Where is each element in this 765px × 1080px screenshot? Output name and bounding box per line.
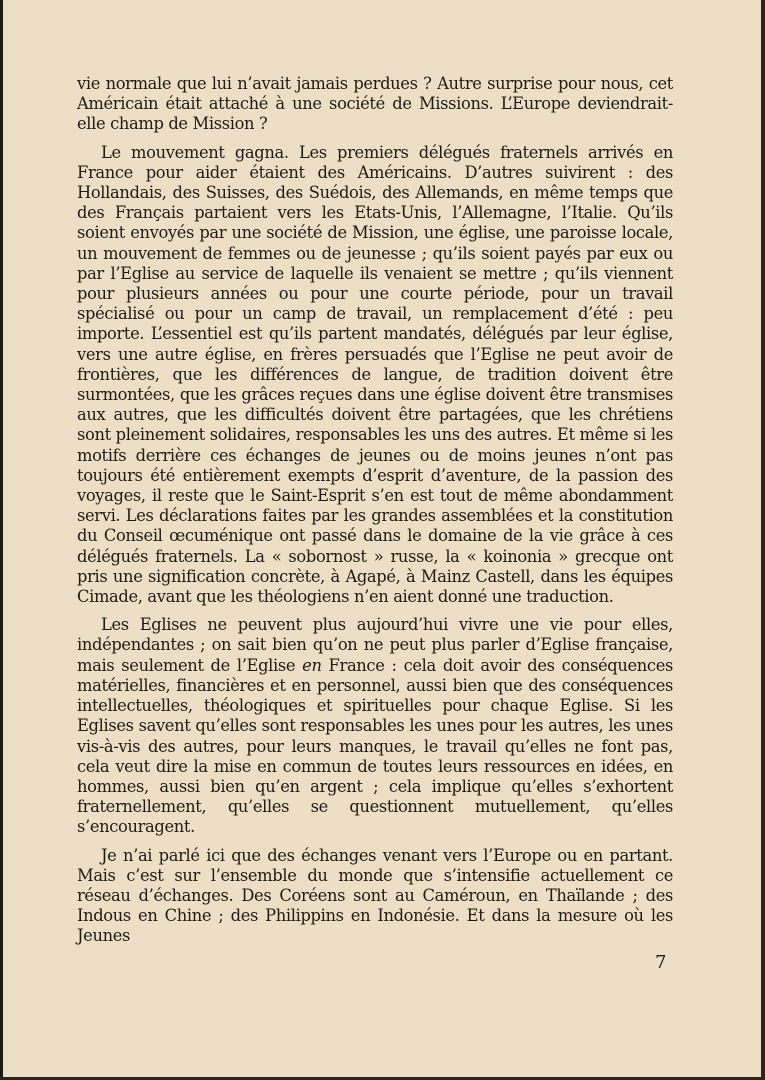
body-text xyxy=(77,74,673,955)
paragraph-1: vie normale que lui n’avait jamais perdues ? Autre surprise pour nous, cet Américain était attaché à une société de Missions. L’Europe deviendrait-elle champ de Mission ? xyxy=(77,74,673,134)
page-number: 7 xyxy=(655,952,667,973)
paragraph-2: Le mouvement gagna. Les premiers délégués fraternels arrivés en France pour aider étaient des Américains. D’autres suivirent : des Hollandais, des Suisses, des Suédois, des Allemands, en même temps que des Français partaient vers les Etats-Unis, l’Allemagne, l’Italie. Qu’ils soient envoyés par une société de Mission, une église, une paroisse locale, un mouvement de femmes ou de jeunesse ; qu’ils soient payés par eux ou par l’Eglise au service de laquelle ils venaient se mettre ; qu’ils viennent pour plusieurs années ou pour une courte période, pour un travail spécialisé ou pour un camp de travail, un remplacement d’été : peu importe. L’essentiel est qu’ils partent mandatés, délégués par leur église, vers une autre église, en frères persuadés que l’Eglise ne peut avoir de frontières, que les différences de langue, de tradition doivent être surmontées, que les grâces reçues dans une église doivent être transmises aux autres, que les difficultés doivent être partagées, que les chrétiens sont pleinement solidaires, responsables les uns des autres. Et même si les motifs derrière ces échanges de jeunes ou de moins jeunes n’ont pas toujours été entièrement exempts d’esprit d’aventure, de la passion des voyages, il reste que le Saint-Esprit s’en est tout de même abondamment servi. Les déclarations faites par les grandes assemblées et la constitution du Conseil œcuménique ont passé dans le domaine de la vie grâce à ces délégués fraternels. La « sobornost » russe, la « koinonia » grecque ont pris une signification concrète, à Agapé, à Mainz Castell, dans les équipes Cimade, avant que les théologiens n’en aient donné une traduction. xyxy=(77,142,673,607)
scan-edge-right xyxy=(761,0,765,1080)
paragraph-3: Les Eglises ne peuvent plus aujourd’hui vivre une vie pour elles, indépendantes ; on sait bien qu’on ne peut plus parler d’Eglise française, mais seulement de l’Eglise en France : cela doit avoir des conséquences matérielles, financières et en personnel, aussi bien que des conséquences intellectuelles, théologiques et spirituelles pour chaque Eglise. Si les Eglises savent qu’elles sont responsables les unes pour les autres, les unes vis-à-vis des autres, pour leurs manques, le travail qu’elles ne font pas, cela veut dire la mise en commun de toutes leurs ressources en idées, en hommes, aussi bien qu’en argent ; cela implique qu’elles s’exhortent fraternellement, qu’elles se questionnent mutuellement, qu’elles s’encouragent. xyxy=(77,615,673,837)
scan-edge-left xyxy=(0,0,3,1080)
emphasis-en: en xyxy=(302,655,322,675)
paragraph-4: Je n’ai parlé ici que des échanges venant vers l’Europe ou en partant. Mais c’est sur l’ensemble du monde que s’intensifie actuellement ce réseau d’échanges. Des Coréens sont au Caméroun, en Thaïlande ; des Indous en Chine ; des Philippins en Indonésie. Et dans la mesure où les Jeunes xyxy=(77,845,673,946)
